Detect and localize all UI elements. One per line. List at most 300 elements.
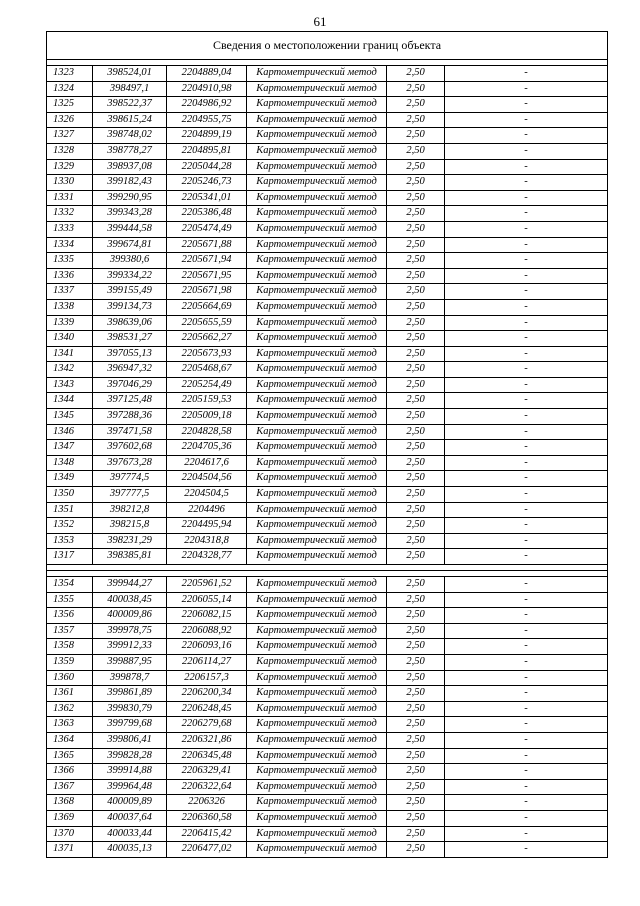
accuracy-cell: 2,50	[387, 577, 445, 593]
point-number-cell: 1324	[47, 81, 93, 97]
table-row	[47, 623, 608, 639]
method-cell: Картометрический метод	[247, 315, 387, 331]
note-cell: -	[445, 623, 608, 639]
accuracy-cell: 2,50	[387, 810, 445, 826]
point-number-cell: 1366	[47, 764, 93, 780]
point-number-cell: 1349	[47, 471, 93, 487]
table-row	[47, 315, 608, 331]
x-coordinate-cell: 397602,68	[93, 440, 167, 456]
note-cell: -	[445, 701, 608, 717]
accuracy-cell: 2,50	[387, 826, 445, 842]
y-coordinate-cell: 2206093,16	[167, 639, 247, 655]
y-coordinate-cell: 2204496	[167, 502, 247, 518]
note-cell: -	[445, 717, 608, 733]
note-cell: -	[445, 66, 608, 82]
x-coordinate-cell: 400009,86	[93, 608, 167, 624]
y-coordinate-cell: 2206088,92	[167, 623, 247, 639]
table-row	[47, 502, 608, 518]
y-coordinate-cell: 2204318,8	[167, 533, 247, 549]
table-row	[47, 284, 608, 300]
table-row	[47, 654, 608, 670]
note-cell: -	[445, 608, 608, 624]
method-cell: Картометрический метод	[247, 639, 387, 655]
y-coordinate-cell: 2206345,48	[167, 748, 247, 764]
method-cell: Картометрический метод	[247, 362, 387, 378]
note-cell: -	[445, 639, 608, 655]
method-cell: Картометрический метод	[247, 206, 387, 222]
point-number-cell: 1356	[47, 608, 93, 624]
y-coordinate-cell: 2204828,58	[167, 424, 247, 440]
method-cell: Картометрический метод	[247, 268, 387, 284]
method-cell: Картометрический метод	[247, 701, 387, 717]
x-coordinate-cell: 398522,37	[93, 97, 167, 113]
x-coordinate-cell: 398231,29	[93, 533, 167, 549]
x-coordinate-cell: 399964,48	[93, 779, 167, 795]
method-cell: Картометрический метод	[247, 346, 387, 362]
x-coordinate-cell: 397288,36	[93, 409, 167, 425]
y-coordinate-cell: 2205009,18	[167, 409, 247, 425]
accuracy-cell: 2,50	[387, 97, 445, 113]
point-number-cell: 1327	[47, 128, 93, 144]
note-cell: -	[445, 592, 608, 608]
accuracy-cell: 2,50	[387, 764, 445, 780]
accuracy-cell: 2,50	[387, 284, 445, 300]
method-cell: Картометрический метод	[247, 502, 387, 518]
note-cell: -	[445, 732, 608, 748]
accuracy-cell: 2,50	[387, 639, 445, 655]
point-number-cell: 1341	[47, 346, 93, 362]
y-coordinate-cell: 2205159,53	[167, 393, 247, 409]
y-coordinate-cell: 2206329,41	[167, 764, 247, 780]
table-row	[47, 190, 608, 206]
note-cell: -	[445, 237, 608, 253]
table-row	[47, 175, 608, 191]
point-number-cell: 1353	[47, 533, 93, 549]
method-cell: Картометрический метод	[247, 686, 387, 702]
note-cell: -	[445, 190, 608, 206]
x-coordinate-cell: 398778,27	[93, 143, 167, 159]
table-row	[47, 440, 608, 456]
y-coordinate-cell: 2205664,69	[167, 299, 247, 315]
note-cell: -	[445, 206, 608, 222]
point-number-cell: 1346	[47, 424, 93, 440]
table-row	[47, 299, 608, 315]
point-number-cell: 1336	[47, 268, 93, 284]
x-coordinate-cell: 400037,64	[93, 810, 167, 826]
y-coordinate-cell: 2205468,67	[167, 362, 247, 378]
note-cell: -	[445, 455, 608, 471]
table-row	[47, 748, 608, 764]
y-coordinate-cell: 2206248,45	[167, 701, 247, 717]
note-cell: -	[445, 487, 608, 503]
table-row	[47, 779, 608, 795]
method-cell: Картометрический метод	[247, 331, 387, 347]
note-cell: -	[445, 654, 608, 670]
table-row	[47, 842, 608, 858]
note-cell: -	[445, 346, 608, 362]
note-cell: -	[445, 253, 608, 269]
x-coordinate-cell: 399861,89	[93, 686, 167, 702]
note-cell: -	[445, 284, 608, 300]
x-coordinate-cell: 398639,06	[93, 315, 167, 331]
table-row	[47, 112, 608, 128]
table-row	[47, 795, 608, 811]
table-row	[47, 206, 608, 222]
y-coordinate-cell: 2206157,3	[167, 670, 247, 686]
table-row	[47, 237, 608, 253]
x-coordinate-cell: 397046,29	[93, 377, 167, 393]
method-cell: Картометрический метод	[247, 128, 387, 144]
accuracy-cell: 2,50	[387, 159, 445, 175]
x-coordinate-cell: 399887,95	[93, 654, 167, 670]
y-coordinate-cell: 2204895,81	[167, 143, 247, 159]
point-number-cell: 1343	[47, 377, 93, 393]
point-number-cell: 1364	[47, 732, 93, 748]
x-coordinate-cell: 399380,6	[93, 253, 167, 269]
x-coordinate-cell: 398531,27	[93, 331, 167, 347]
x-coordinate-cell: 399674,81	[93, 237, 167, 253]
accuracy-cell: 2,50	[387, 518, 445, 534]
table-row	[47, 159, 608, 175]
point-number-cell: 1365	[47, 748, 93, 764]
note-cell: -	[445, 502, 608, 518]
note-cell: -	[445, 159, 608, 175]
accuracy-cell: 2,50	[387, 175, 445, 191]
table-row	[47, 487, 608, 503]
method-cell: Картометрический метод	[247, 487, 387, 503]
table-row	[47, 253, 608, 269]
method-cell: Картометрический метод	[247, 471, 387, 487]
table-row	[47, 66, 608, 82]
accuracy-cell: 2,50	[387, 701, 445, 717]
y-coordinate-cell: 2204705,36	[167, 440, 247, 456]
table-header-row	[47, 32, 608, 60]
x-coordinate-cell: 398215,8	[93, 518, 167, 534]
page-number: 61	[313, 14, 327, 29]
accuracy-cell: 2,50	[387, 112, 445, 128]
point-number-cell: 1329	[47, 159, 93, 175]
x-coordinate-cell: 399878,7	[93, 670, 167, 686]
method-cell: Картометрический метод	[247, 299, 387, 315]
method-cell: Картометрический метод	[247, 253, 387, 269]
accuracy-cell: 2,50	[387, 315, 445, 331]
accuracy-cell: 2,50	[387, 795, 445, 811]
accuracy-cell: 2,50	[387, 487, 445, 503]
method-cell: Картометрический метод	[247, 393, 387, 409]
y-coordinate-cell: 2205671,94	[167, 253, 247, 269]
accuracy-cell: 2,50	[387, 592, 445, 608]
method-cell: Картометрический метод	[247, 159, 387, 175]
point-number-cell: 1344	[47, 393, 93, 409]
x-coordinate-cell: 397673,28	[93, 455, 167, 471]
note-cell: -	[445, 377, 608, 393]
y-coordinate-cell: 2206326	[167, 795, 247, 811]
method-cell: Картометрический метод	[247, 732, 387, 748]
accuracy-cell: 2,50	[387, 670, 445, 686]
y-coordinate-cell: 2205474,49	[167, 221, 247, 237]
y-coordinate-cell: 2205671,88	[167, 237, 247, 253]
x-coordinate-cell: 398937,08	[93, 159, 167, 175]
accuracy-cell: 2,50	[387, 440, 445, 456]
method-cell: Картометрический метод	[247, 549, 387, 565]
method-cell: Картометрический метод	[247, 518, 387, 534]
note-cell: -	[445, 424, 608, 440]
point-number-cell: 1352	[47, 518, 93, 534]
point-number-cell: 1361	[47, 686, 93, 702]
y-coordinate-cell: 2205246,73	[167, 175, 247, 191]
accuracy-cell: 2,50	[387, 732, 445, 748]
note-cell: -	[445, 393, 608, 409]
method-cell: Картометрический метод	[247, 377, 387, 393]
table-row	[47, 409, 608, 425]
y-coordinate-cell: 2206321,86	[167, 732, 247, 748]
point-number-cell: 1360	[47, 670, 93, 686]
method-cell: Картометрический метод	[247, 284, 387, 300]
method-cell: Картометрический метод	[247, 440, 387, 456]
method-cell: Картометрический метод	[247, 779, 387, 795]
table-row	[47, 331, 608, 347]
note-cell: -	[445, 440, 608, 456]
x-coordinate-cell: 399134,73	[93, 299, 167, 315]
point-number-cell: 1350	[47, 487, 93, 503]
y-coordinate-cell: 2206055,14	[167, 592, 247, 608]
table-row	[47, 455, 608, 471]
method-cell: Картометрический метод	[247, 190, 387, 206]
table-row	[47, 221, 608, 237]
table-row	[47, 732, 608, 748]
point-number-cell: 1330	[47, 175, 93, 191]
table-row	[47, 670, 608, 686]
accuracy-cell: 2,50	[387, 717, 445, 733]
x-coordinate-cell: 397125,48	[93, 393, 167, 409]
accuracy-cell: 2,50	[387, 455, 445, 471]
accuracy-cell: 2,50	[387, 842, 445, 858]
method-cell: Картометрический метод	[247, 424, 387, 440]
point-number-cell: 1363	[47, 717, 93, 733]
y-coordinate-cell: 2206279,68	[167, 717, 247, 733]
table-row	[47, 608, 608, 624]
y-coordinate-cell: 2205662,27	[167, 331, 247, 347]
table-row	[47, 97, 608, 113]
x-coordinate-cell: 398212,8	[93, 502, 167, 518]
method-cell: Картометрический метод	[247, 112, 387, 128]
accuracy-cell: 2,50	[387, 221, 445, 237]
table-row	[47, 424, 608, 440]
accuracy-cell: 2,50	[387, 471, 445, 487]
note-cell: -	[445, 97, 608, 113]
x-coordinate-cell: 398385,81	[93, 549, 167, 565]
x-coordinate-cell: 399828,28	[93, 748, 167, 764]
accuracy-cell: 2,50	[387, 190, 445, 206]
method-cell: Картометрический метод	[247, 237, 387, 253]
x-coordinate-cell: 397055,13	[93, 346, 167, 362]
point-number-cell: 1351	[47, 502, 93, 518]
y-coordinate-cell: 2206082,15	[167, 608, 247, 624]
accuracy-cell: 2,50	[387, 331, 445, 347]
point-number-cell: 1328	[47, 143, 93, 159]
accuracy-cell: 2,50	[387, 779, 445, 795]
accuracy-cell: 2,50	[387, 549, 445, 565]
y-coordinate-cell: 2205671,95	[167, 268, 247, 284]
y-coordinate-cell: 2204617,6	[167, 455, 247, 471]
point-number-cell: 1347	[47, 440, 93, 456]
point-number-cell: 1317	[47, 549, 93, 565]
y-coordinate-cell: 2206322,64	[167, 779, 247, 795]
table-row	[47, 810, 608, 826]
point-number-cell: 1358	[47, 639, 93, 655]
x-coordinate-cell: 399914,88	[93, 764, 167, 780]
table-row	[47, 717, 608, 733]
point-number-cell: 1371	[47, 842, 93, 858]
method-cell: Картометрический метод	[247, 670, 387, 686]
boundary-coordinates-table	[46, 31, 608, 858]
point-number-cell: 1323	[47, 66, 93, 82]
note-cell: -	[445, 299, 608, 315]
x-coordinate-cell: 397471,58	[93, 424, 167, 440]
y-coordinate-cell: 2206200,34	[167, 686, 247, 702]
point-number-cell: 1325	[47, 97, 93, 113]
y-coordinate-cell: 2204986,92	[167, 97, 247, 113]
note-cell: -	[445, 779, 608, 795]
x-coordinate-cell: 400033,44	[93, 826, 167, 842]
point-number-cell: 1335	[47, 253, 93, 269]
method-cell: Картометрический метод	[247, 592, 387, 608]
note-cell: -	[445, 670, 608, 686]
note-cell: -	[445, 810, 608, 826]
method-cell: Картометрический метод	[247, 826, 387, 842]
point-number-cell: 1362	[47, 701, 93, 717]
method-cell: Картометрический метод	[247, 748, 387, 764]
y-coordinate-cell: 2204899,19	[167, 128, 247, 144]
point-number-cell: 1326	[47, 112, 93, 128]
accuracy-cell: 2,50	[387, 128, 445, 144]
x-coordinate-cell: 399830,79	[93, 701, 167, 717]
note-cell: -	[445, 471, 608, 487]
method-cell: Картометрический метод	[247, 221, 387, 237]
accuracy-cell: 2,50	[387, 608, 445, 624]
y-coordinate-cell: 2206477,02	[167, 842, 247, 858]
accuracy-cell: 2,50	[387, 424, 445, 440]
accuracy-cell: 2,50	[387, 299, 445, 315]
method-cell: Картометрический метод	[247, 533, 387, 549]
table-row	[47, 549, 608, 565]
accuracy-cell: 2,50	[387, 268, 445, 284]
table-row	[47, 346, 608, 362]
accuracy-cell: 2,50	[387, 409, 445, 425]
point-number-cell: 1359	[47, 654, 93, 670]
method-cell: Картометрический метод	[247, 577, 387, 593]
accuracy-cell: 2,50	[387, 253, 445, 269]
note-cell: -	[445, 826, 608, 842]
point-number-cell: 1369	[47, 810, 93, 826]
note-cell: -	[445, 221, 608, 237]
y-coordinate-cell: 2204328,77	[167, 549, 247, 565]
table-row	[47, 518, 608, 534]
y-coordinate-cell: 2205044,28	[167, 159, 247, 175]
note-cell: -	[445, 686, 608, 702]
y-coordinate-cell: 2204504,5	[167, 487, 247, 503]
y-coordinate-cell: 2205254,49	[167, 377, 247, 393]
accuracy-cell: 2,50	[387, 206, 445, 222]
accuracy-cell: 2,50	[387, 362, 445, 378]
point-number-cell: 1331	[47, 190, 93, 206]
x-coordinate-cell: 399182,43	[93, 175, 167, 191]
accuracy-cell: 2,50	[387, 748, 445, 764]
method-cell: Картометрический метод	[247, 175, 387, 191]
x-coordinate-cell: 398748,02	[93, 128, 167, 144]
accuracy-cell: 2,50	[387, 533, 445, 549]
x-coordinate-cell: 399978,75	[93, 623, 167, 639]
point-number-cell: 1340	[47, 331, 93, 347]
accuracy-cell: 2,50	[387, 143, 445, 159]
method-cell: Картометрический метод	[247, 66, 387, 82]
y-coordinate-cell: 2206360,58	[167, 810, 247, 826]
table-row	[47, 686, 608, 702]
method-cell: Картометрический метод	[247, 654, 387, 670]
note-cell: -	[445, 81, 608, 97]
table-row	[47, 81, 608, 97]
note-cell: -	[445, 549, 608, 565]
table-row	[47, 764, 608, 780]
x-coordinate-cell: 399343,28	[93, 206, 167, 222]
accuracy-cell: 2,50	[387, 66, 445, 82]
note-cell: -	[445, 112, 608, 128]
x-coordinate-cell: 399806,41	[93, 732, 167, 748]
method-cell: Картометрический метод	[247, 795, 387, 811]
note-cell: -	[445, 315, 608, 331]
note-cell: -	[445, 409, 608, 425]
section-title: Сведения о местоположении границ объекта	[47, 32, 608, 60]
point-number-cell: 1348	[47, 455, 93, 471]
table-row	[47, 592, 608, 608]
table-row	[47, 268, 608, 284]
point-number-cell: 1338	[47, 299, 93, 315]
x-coordinate-cell: 399799,68	[93, 717, 167, 733]
y-coordinate-cell: 2204889,04	[167, 66, 247, 82]
point-number-cell: 1345	[47, 409, 93, 425]
note-cell: -	[445, 577, 608, 593]
x-coordinate-cell: 396947,32	[93, 362, 167, 378]
table-row	[47, 128, 608, 144]
accuracy-cell: 2,50	[387, 237, 445, 253]
table-row	[47, 701, 608, 717]
y-coordinate-cell: 2205341,01	[167, 190, 247, 206]
method-cell: Картометрический метод	[247, 409, 387, 425]
accuracy-cell: 2,50	[387, 346, 445, 362]
point-number-cell: 1368	[47, 795, 93, 811]
method-cell: Картометрический метод	[247, 97, 387, 113]
table-row	[47, 471, 608, 487]
x-coordinate-cell: 398497,1	[93, 81, 167, 97]
y-coordinate-cell: 2205386,48	[167, 206, 247, 222]
x-coordinate-cell: 398615,24	[93, 112, 167, 128]
note-cell: -	[445, 764, 608, 780]
x-coordinate-cell: 399290,95	[93, 190, 167, 206]
x-coordinate-cell: 399912,33	[93, 639, 167, 655]
note-cell: -	[445, 518, 608, 534]
method-cell: Картометрический метод	[247, 810, 387, 826]
table-row	[47, 393, 608, 409]
table-row	[47, 377, 608, 393]
x-coordinate-cell: 397777,5	[93, 487, 167, 503]
x-coordinate-cell: 399155,49	[93, 284, 167, 300]
accuracy-cell: 2,50	[387, 623, 445, 639]
x-coordinate-cell: 398524,01	[93, 66, 167, 82]
method-cell: Картометрический метод	[247, 764, 387, 780]
note-cell: -	[445, 128, 608, 144]
method-cell: Картометрический метод	[247, 842, 387, 858]
point-number-cell: 1370	[47, 826, 93, 842]
